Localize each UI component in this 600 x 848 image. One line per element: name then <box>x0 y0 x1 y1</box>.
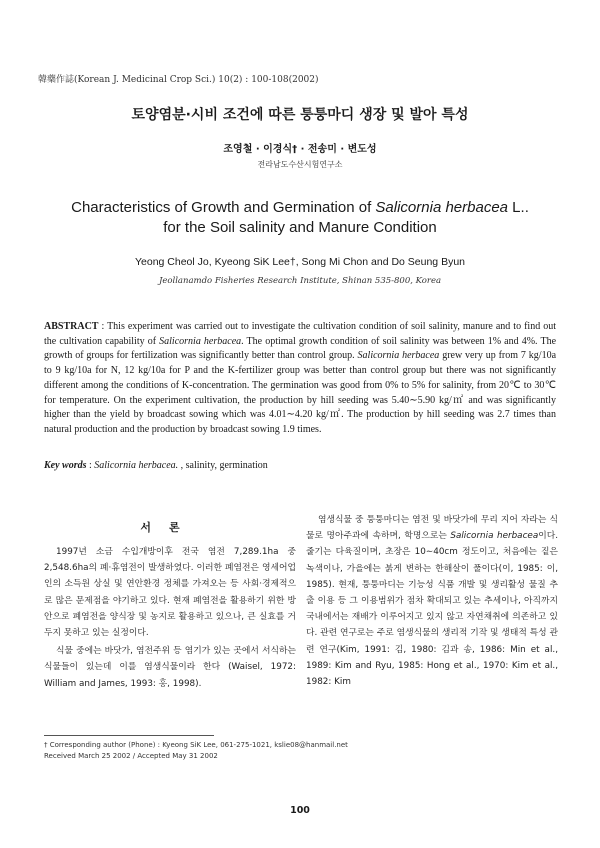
keywords-rest: , salinity, germination <box>180 460 268 471</box>
keywords-sep: : <box>86 460 95 471</box>
footnote-received: Received March 25 2002 / Accepted May 31 2002 <box>44 752 218 760</box>
korean-authors: 조영철 · 이경식† · 전송미 · 변도성 <box>223 144 377 155</box>
abstract-species-1: Salicornia herbacea <box>159 335 242 347</box>
body-left-column <box>44 544 296 692</box>
korean-title: 토양염분·시비 조건에 따른 퉁퉁마디 생장 및 발아 특성 <box>131 107 469 123</box>
right-species: Salicornia herbacea <box>450 531 539 542</box>
english-title-pre: Characteristics of Growth and Germination of <box>71 199 376 216</box>
abstract-text-1: This experiment was carried out to investigate the cultivation condition of soil salinity, manure and to find out the cultivation capability of <box>44 321 556 347</box>
abstract-text-2: . The optimal growth condition of soil salinity was between 1% and 4%. The growth of groups for fertilization was significantly better than control group. <box>44 335 557 362</box>
abstract-sep: : <box>98 321 108 332</box>
journal-citation: 韓藥作誌(Korean J. Medicinal Crop Sci.) 10(2) : 100-108(2002) <box>38 75 319 85</box>
body-paragraph: 1997년 소금 수입개방이후 전국 염전 7,289.1ha 중 2,548.6ha의 폐·휴염전이 발생하였다. 이러한 폐염전은 영세어업인의 소득원 상실 및 연안환경 정체를 가져오는 등 사회·경제적으로 많은 문제점을 야기하고 있다. 현재 폐염전을 활용하기 위한 방안으로 폐염전을 양식장 및 농지로 활용하고 있으나, 큰 실효를 거두지 못하고 있는 실정이다. <box>44 547 296 639</box>
body-paragraph: 식물 중에는 바닷가, 염전주위 등 염기가 있는 곳에서 서식하는 식물들이 있는데 이를 염생식물이라 한다 (Waisel, 1972: William and James, 1993: 홍, 1998). <box>44 646 296 689</box>
footnote-corresponding: † Corresponding author (Phone) : Kyeong SiK Lee, 061-275-1021, kslie08@hanmail.net <box>44 741 348 749</box>
body-paragraph <box>306 512 558 690</box>
abstract <box>44 320 556 438</box>
keywords-label: Key words <box>44 460 87 471</box>
english-affiliation: Jeollanamdo Fisheries Research Institute, Shinan 535-800, Korea <box>158 276 442 286</box>
english-title <box>40 198 560 238</box>
right-text-1: 염생식물 중 퉁퉁마디는 염전 및 바닷가에 무리 지어 자라는 식물로 명아주과에 속하며, 학명으로는 <box>306 515 558 542</box>
english-title-line2: for the Soil salinity and Manure Condition <box>163 219 437 236</box>
abstract-label: ABSTRACT <box>44 321 99 332</box>
keywords <box>44 460 268 471</box>
keywords-species: Salicornia herbacea. <box>94 460 181 471</box>
body-right-column <box>306 512 558 690</box>
korean-affiliation: 전라남도수산시험연구소 <box>257 160 343 169</box>
footnote-divider <box>44 735 214 736</box>
section-title: 서론 <box>140 521 198 534</box>
english-authors: Yeong Cheol Jo, Kyeong SiK Lee†, Song Mi Chon and Do Seung Byun <box>134 256 465 268</box>
right-text-2: 이다. 줄기는 다육질이며, 초장은 10∼40cm 정도이고, 처음에는 짙은 녹색이나, 가을에는 붉게 변하는 한해살이 풀이다(이, 1985: 이, 1985). 현재, 퉁퉁마디는 기능성 식품 개발 및 생리활성 물질 추출 이용 등 그 이용범위가 점차 확대되고 있는 추세이나, 아직까지 국내에서는 재배가 이루어지고 있지 않고 자연채취에 의존하고 있다. 관련 연구로는 주로 염생식물의 생리적 기작 및 생태적 특성 관련 연구(Kim, 1991: 김, 1980: 김과 송, 1986: Min et al., 1989: Kim and Ryu, 1985: Hong et al., 1970: Kim et al., 1982: Kim <box>306 531 559 688</box>
abstract-text-3: grew very up from 7 kg/10a to 9 kg/10a for N, 12 kg/10a for P and the K-fertilizer group was better than control group but there was not significantly different among the conditions of K-concentration. The germination was good from 0% to 5% for salinity, from 20℃ to 30℃ for temperature. On the experiment cultivation, the production by hill seeding was 5.40∼5.90 kg/㎡ and was significantly higher than the yield by broadcast sowing which was 4.01∼4.20 kg/㎡. The production by hill seeding was 2.7 times than natural production and the production by broadcast sowing 1.9 times. <box>44 350 557 435</box>
english-title-post: L.. <box>508 199 529 216</box>
english-title-species: Salicornia herbacea <box>375 199 509 216</box>
abstract-species-2: Salicornia herbacea <box>357 350 440 362</box>
page-number: 100 <box>290 805 310 816</box>
footnotes <box>44 740 348 762</box>
